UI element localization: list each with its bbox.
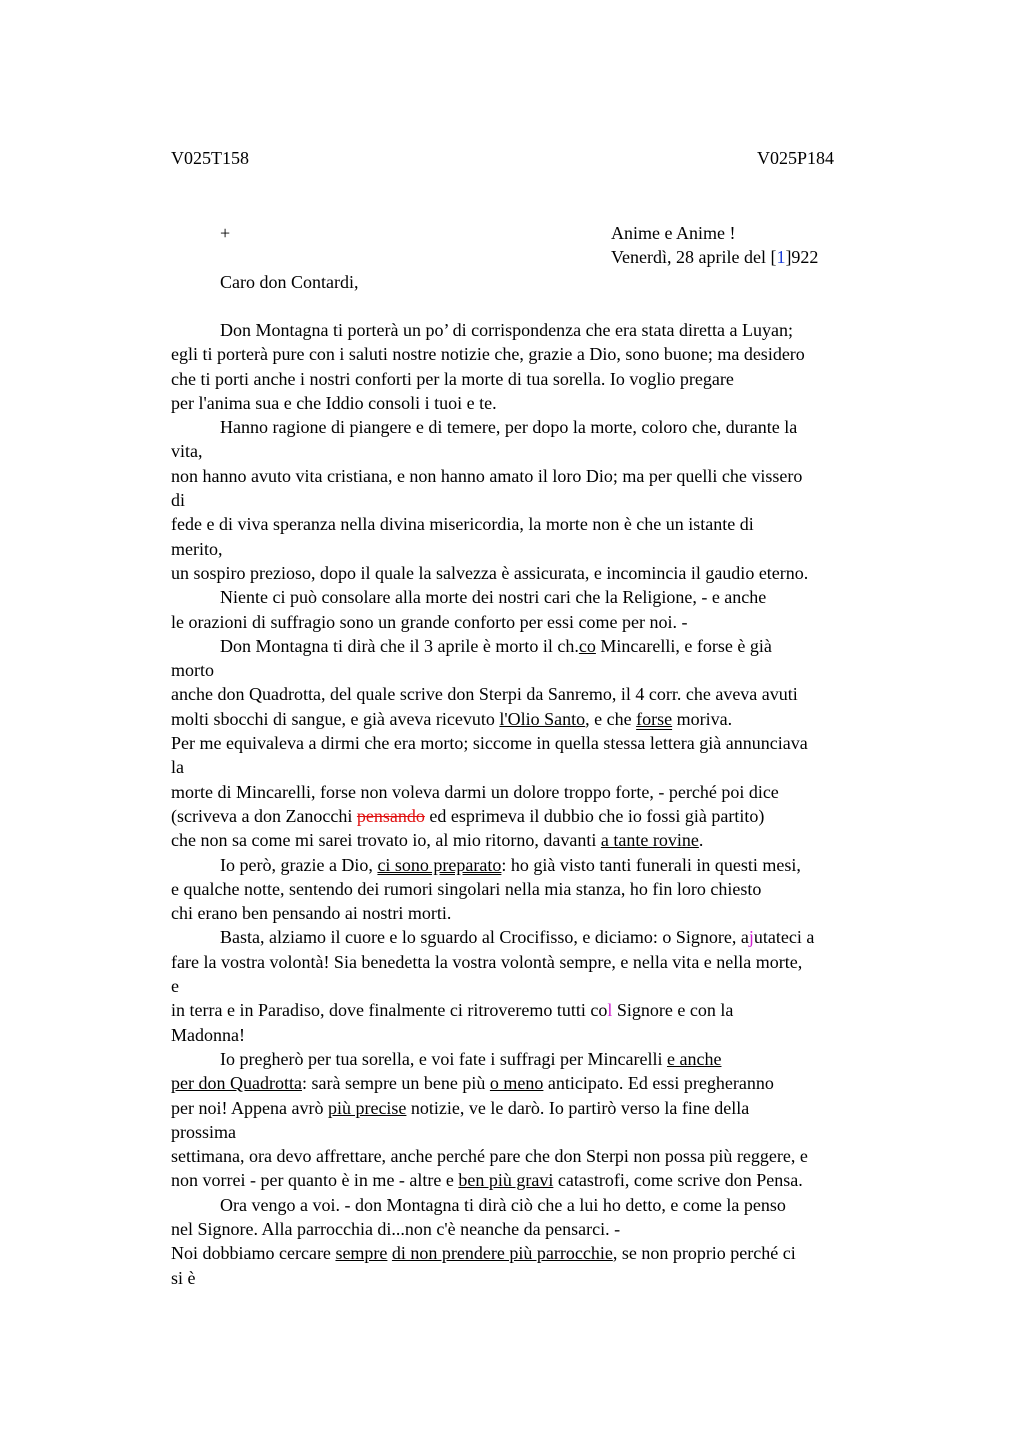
underlined-text: più precise	[327, 1097, 407, 1118]
text-line: Madonna!	[171, 1024, 245, 1045]
text-line: (scriveva a don Zanocchi pensando ed esprimeva il dubbio che io fossi già partito)	[171, 805, 765, 826]
underlined-text: per don Quadrotta	[171, 1073, 302, 1094]
text-line: prossima	[171, 1121, 236, 1142]
editorial-insertion: 1	[776, 247, 786, 268]
underlined-text: o meno	[489, 1073, 544, 1094]
double-underlined-text: forse	[636, 708, 673, 729]
editorial-insertion: l	[607, 1000, 613, 1021]
underlined-text: a tante rovine	[600, 830, 699, 851]
text-line: merito,	[171, 538, 223, 559]
text-line: che ti porti anche i nostri conforti per la morte di tua sorella. Io voglio pregare	[171, 368, 734, 389]
text-line: le orazioni di suffragio sono un grande conforto per essi come per noi. -	[171, 611, 688, 632]
text-line: per noi! Appena avrò più precise notizie, ve le darò. Io partirò verso la fine della	[171, 1097, 750, 1118]
underlined-text: e anche	[667, 1048, 722, 1069]
text-line: vita,	[171, 441, 203, 462]
text-line: anche don Quadrotta, del quale scrive don Sterpi da Sanremo, il 4 corr. che aveva avuti	[171, 684, 798, 705]
text-line: Per me equivaleva a dirmi che era morto; siccome in quella stessa lettera già annunciava	[171, 733, 808, 754]
letter-date: Venerdì, 28 aprile del [1]922	[611, 247, 819, 268]
deleted-text: pensando	[356, 805, 425, 826]
heading-right	[611, 221, 818, 270]
text-line: Basta, alziamo il cuore e lo sguardo al Crocifisso, e diciamo: o Signore, ajutateci a	[220, 927, 815, 948]
text-line: Noi dobbiamo cercare sempre di non prendere più parrocchie, se non proprio perché ci	[171, 1243, 796, 1264]
text-line: fede e di viva speranza nella divina misericordia, la morte non è che un istante di	[171, 514, 754, 535]
text-line: per l'anima sua e che Iddio consoli i tuoi e te.	[171, 392, 497, 413]
text-line: che non sa come mi sarei trovato io, al mio ritorno, davanti a tante rovine.	[171, 830, 704, 851]
text-line: e qualche notte, sentendo dei rumori singolari nella mia stanza, ho fin loro chiesto	[171, 878, 762, 899]
editorial-insertion: j	[748, 927, 754, 948]
document-code-right: V025P184	[757, 148, 835, 168]
text-line: chi erano ben pensando ai nostri morti.	[171, 903, 452, 924]
text-line: egli ti porterà pure con i saluti nostre notizie che, grazie a Dio, sono buone; ma desidero	[171, 344, 805, 365]
text-line: nel Signore. Alla parrocchia di...non c'è neanche da pensarci. -	[171, 1218, 621, 1239]
text-line: settimana, ora devo affrettare, anche perché pare che don Sterpi non possa più reggere, e	[171, 1146, 808, 1167]
salutation: Caro don Contardi,	[220, 272, 359, 292]
text-line: molti sbocchi di sangue, e già aveva ricevuto l'Olio Santo, e che forse moriva.	[171, 708, 733, 729]
underlined-text: di non prendere più parrocchie	[391, 1243, 613, 1264]
text-line: si è	[171, 1267, 196, 1288]
text-line: Don Montagna ti porterà un po’ di corrispondenza che era stata diretta a Luyan;	[220, 320, 793, 340]
text-line: Io però, grazie a Dio, ci sono preparato: ho già visto tanti funerali in questi mesi,	[220, 854, 801, 875]
cross-symbol: +	[220, 223, 231, 243]
text-line: e	[171, 976, 179, 997]
underlined-text: co	[578, 635, 596, 656]
text-line: di	[171, 490, 186, 511]
text-line: in terra e in Paradiso, dove finalmente ci ritroveremo tutti col Signore e con la	[171, 1000, 734, 1021]
underlined-text: ben più gravi	[458, 1170, 554, 1191]
document-code-left: V025T158	[171, 148, 249, 168]
text-line: Io pregherò per tua sorella, e voi fate i suffragi per Mincarelli e anche	[220, 1048, 722, 1069]
text-line: Don Montagna ti dirà che il 3 aprile è morto il ch.co Mincarelli, e forse è già	[220, 635, 772, 656]
text-line: la	[171, 757, 184, 778]
double-underlined-text: ci sono preparato	[377, 854, 502, 875]
text-line: un sospiro prezioso, dopo il quale la salvezza è assicurata, e incomincia il gaudio eterno.	[171, 562, 809, 583]
underlined-text: sempre	[335, 1243, 388, 1264]
text-line: non vorrei - per quanto è in me - altre e ben più gravi catastrofi, come scrive don Pensa.	[171, 1170, 803, 1191]
text-line: non hanno avuto vita cristiana, e non hanno amato il loro Dio; ma per quelli che vissero	[171, 465, 803, 486]
text-line: Niente ci può consolare alla morte dei nostri cari che la Religione, - e anche	[220, 587, 767, 608]
text-line: Hanno ragione di piangere e di temere, per dopo la morte, coloro che, durante la	[220, 417, 798, 438]
text-line: morte di Mincarelli, forse non voleva darmi un dolore troppo forte, - perché poi dice	[171, 781, 779, 802]
underlined-text: l'Olio Santo	[499, 708, 586, 729]
text-line: morto	[171, 660, 214, 681]
text-line: fare la vostra volontà! Sia benedetta la vostra volontà sempre, e nella vita e nella morte,	[171, 951, 803, 972]
text-line: per don Quadrotta: sarà sempre un bene più o meno anticipato. Ed essi pregheranno	[171, 1073, 774, 1094]
letter-body	[171, 318, 911, 1290]
text-line: Ora vengo a voi. - don Montagna ti dirà ciò che a lui ho detto, e come la penso	[220, 1194, 786, 1215]
heading-title: Anime e Anime !	[611, 223, 736, 243]
